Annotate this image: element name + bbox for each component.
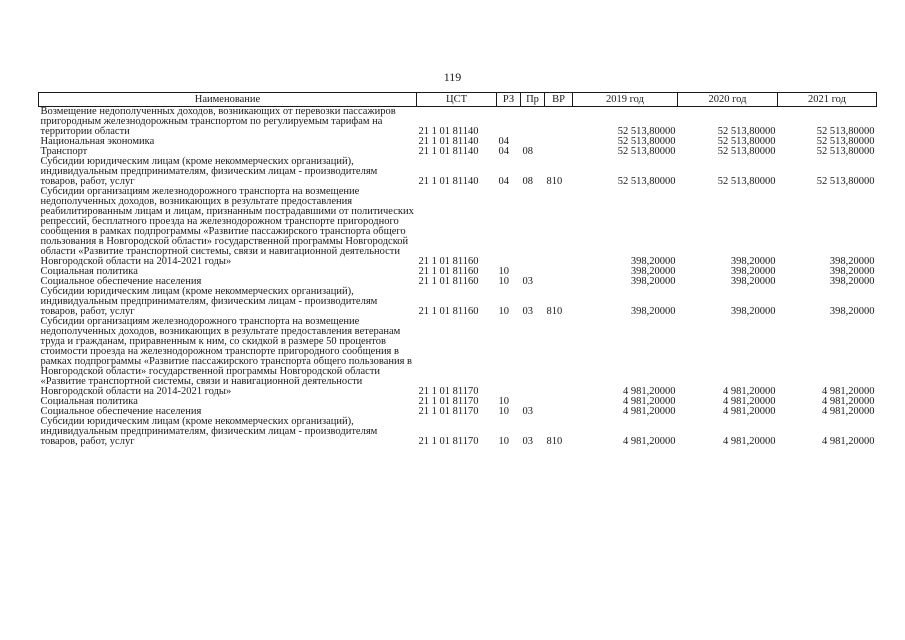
cell-rz: 04 (498, 176, 509, 187)
cell-rz: 10 (498, 396, 509, 407)
cell-vr (545, 277, 573, 287)
cell-y2020: 52 513,80000 (717, 126, 776, 137)
table-row (39, 317, 877, 397)
cell-cst: 21 1 01 81160 (418, 256, 479, 267)
cell-y2020: 398,20000 (730, 266, 776, 277)
cell-y2019: 4 981,20000 (623, 386, 676, 397)
header-vr: ВР (545, 93, 573, 107)
cell-y2021: 52 513,80000 (816, 146, 875, 157)
cell-y2021: 52 513,80000 (816, 136, 875, 147)
cell-name: Субсидии организациям железнодорожного транспорта на возмещение недополученных доходов, возникающих в результате предоставления ветеранам труда и гражданам, приравненным к ним, со скидкой в размере 50 процентов стоимости проезда на железнодорожном транспорте пригородного сообщения в рамках подпрограммы «Развитие пассажирского транспорта общего пользования в Новгородской области» государственной программы Новгородской области «Развитие транспортной системы, связи и навигационной деятельности Новгородской области на 2014-2021 годы» (40, 316, 412, 397)
cell-y2021: 4 981,20000 (822, 436, 875, 447)
cell-y2020: 398,20000 (730, 256, 776, 267)
cell-rz: 04 (498, 136, 509, 147)
cell-y2021: 4 981,20000 (822, 386, 875, 397)
cell-rz: 10 (498, 306, 509, 317)
cell-cst: 21 1 01 81170 (418, 386, 479, 397)
cell-y2019: 52 513,80000 (617, 126, 676, 137)
cell-pr: 08 (522, 176, 533, 187)
cell-y2019: 52 513,80000 (617, 176, 676, 187)
cell-pr: 08 (522, 146, 533, 157)
cell-y2019: 398,20000 (630, 306, 676, 317)
table-row (39, 107, 877, 138)
cell-pr (521, 317, 545, 397)
cell-pr: 03 (522, 436, 533, 447)
cell-pr: 03 (522, 306, 533, 317)
cell-vr (545, 317, 573, 397)
cell-name: Социальная политика (40, 266, 138, 277)
table-row (39, 187, 877, 267)
table-row (39, 157, 877, 187)
cell-vr (545, 407, 573, 417)
header-cst: ЦСТ (417, 93, 497, 107)
cell-y2020: 398,20000 (730, 306, 776, 317)
cell-name: Возмещение недополученных доходов, возникающих от перевозки пассажиров пригородным железнодорожным транспортом по регулируемым тарифам на территории области (40, 106, 396, 137)
cell-vr (545, 137, 573, 147)
cell-vr (545, 397, 573, 407)
cell-name: Транспорт (40, 146, 88, 157)
header-name: Наименование (39, 93, 417, 107)
cell-cst: 21 1 01 81160 (418, 266, 479, 277)
cell-cst: 21 1 01 81140 (418, 146, 479, 157)
cell-y2019: 398,20000 (630, 276, 676, 287)
cell-vr (545, 107, 573, 138)
cell-y2020: 4 981,20000 (723, 386, 776, 397)
cell-name: Национальная экономика (40, 136, 155, 147)
cell-vr (545, 147, 573, 157)
cell-name: Субсидии организациям железнодорожного транспорта на возмещение недополученных доходов, возникающих в результате предоставления реабилитированным лицам и лицам, признанным пострадавшими от политических репрессий, бесплатного проезда на железнодорожном транспорте пригородного сообщения в рамках подпрограммы «Развитие пассажирского транспорта общего пользования в Новгородской области» государственной программы Новгородской области «Развитие транспортной системы, связи и навигационной деятельности Новгородской области на 2014-2021 годы» (40, 186, 414, 267)
header-rz: РЗ (497, 93, 521, 107)
cell-y2021: 52 513,80000 (816, 176, 875, 187)
cell-cst: 21 1 01 81140 (418, 126, 479, 137)
cell-name: Субсидии юридическим лицам (кроме некоммерческих организаций), индивидуальным предпринимателям, физическим лицам - производителям товаров, работ, услуг (40, 156, 378, 187)
cell-vr: 810 (546, 176, 563, 187)
cell-rz: 10 (498, 436, 509, 447)
cell-y2020: 52 513,80000 (717, 176, 776, 187)
cell-y2021: 4 981,20000 (822, 396, 875, 407)
cell-y2019: 398,20000 (630, 256, 676, 267)
cell-y2020: 4 981,20000 (723, 406, 776, 417)
cell-y2019: 4 981,20000 (623, 436, 676, 447)
table-header-row (39, 93, 877, 107)
header-2021: 2021 год (778, 93, 877, 107)
cell-y2019: 52 513,80000 (617, 146, 676, 157)
cell-y2020: 52 513,80000 (717, 146, 776, 157)
cell-cst: 21 1 01 81140 (418, 136, 479, 147)
cell-cst: 21 1 01 81170 (418, 396, 479, 407)
cell-y2021: 398,20000 (829, 276, 875, 287)
page-number: 119 (443, 70, 462, 84)
cell-y2020: 4 981,20000 (723, 436, 776, 447)
table-row (39, 417, 877, 447)
cell-y2019: 398,20000 (630, 266, 676, 277)
cell-name: Субсидии юридическим лицам (кроме некоммерческих организаций), индивидуальным предпринимателям, физическим лицам - производителям товаров, работ, услуг (40, 416, 378, 447)
cell-vr: 810 (546, 306, 563, 317)
cell-name: Социальное обеспечение населения (40, 276, 202, 287)
cell-pr: 03 (522, 406, 533, 417)
cell-rz (497, 187, 521, 267)
header-2019: 2019 год (573, 93, 678, 107)
cell-rz: 04 (498, 146, 509, 157)
header-2020: 2020 год (678, 93, 778, 107)
cell-pr: 03 (522, 276, 533, 287)
cell-y2019: 4 981,20000 (623, 396, 676, 407)
cell-y2019: 4 981,20000 (623, 406, 676, 417)
cell-rz (497, 107, 521, 138)
cell-name: Социальное обеспечение населения (40, 406, 202, 417)
cell-y2021: 4 981,20000 (822, 406, 875, 417)
cell-rz: 10 (498, 266, 509, 277)
table-row (39, 287, 877, 317)
cell-vr (545, 187, 573, 267)
cell-y2021: 52 513,80000 (816, 126, 875, 137)
cell-cst: 21 1 01 81160 (418, 306, 479, 317)
cell-y2020: 52 513,80000 (717, 136, 776, 147)
cell-y2021: 398,20000 (829, 256, 875, 267)
cell-name: Субсидии юридическим лицам (кроме некоммерческих организаций), индивидуальным предпринимателям, физическим лицам - производителям товаров, работ, услуг (40, 286, 378, 317)
cell-y2021: 398,20000 (829, 266, 875, 277)
cell-rz: 10 (498, 276, 509, 287)
cell-rz (497, 317, 521, 397)
cell-name: Социальная политика (40, 396, 138, 407)
header-pr: Пр (521, 93, 545, 107)
cell-cst: 21 1 01 81140 (418, 176, 479, 187)
cell-cst: 21 1 01 81160 (418, 276, 479, 287)
cell-y2020: 4 981,20000 (723, 396, 776, 407)
cell-pr (521, 107, 545, 138)
cell-rz: 10 (498, 406, 509, 417)
cell-vr (545, 267, 573, 277)
cell-cst: 21 1 01 81170 (418, 436, 479, 447)
budget-table (38, 92, 877, 447)
cell-pr (521, 187, 545, 267)
cell-cst: 21 1 01 81170 (418, 406, 479, 417)
cell-y2020: 398,20000 (730, 276, 776, 287)
cell-y2019: 52 513,80000 (617, 136, 676, 147)
cell-y2021: 398,20000 (829, 306, 875, 317)
cell-vr: 810 (546, 436, 563, 447)
table-body (39, 107, 877, 448)
